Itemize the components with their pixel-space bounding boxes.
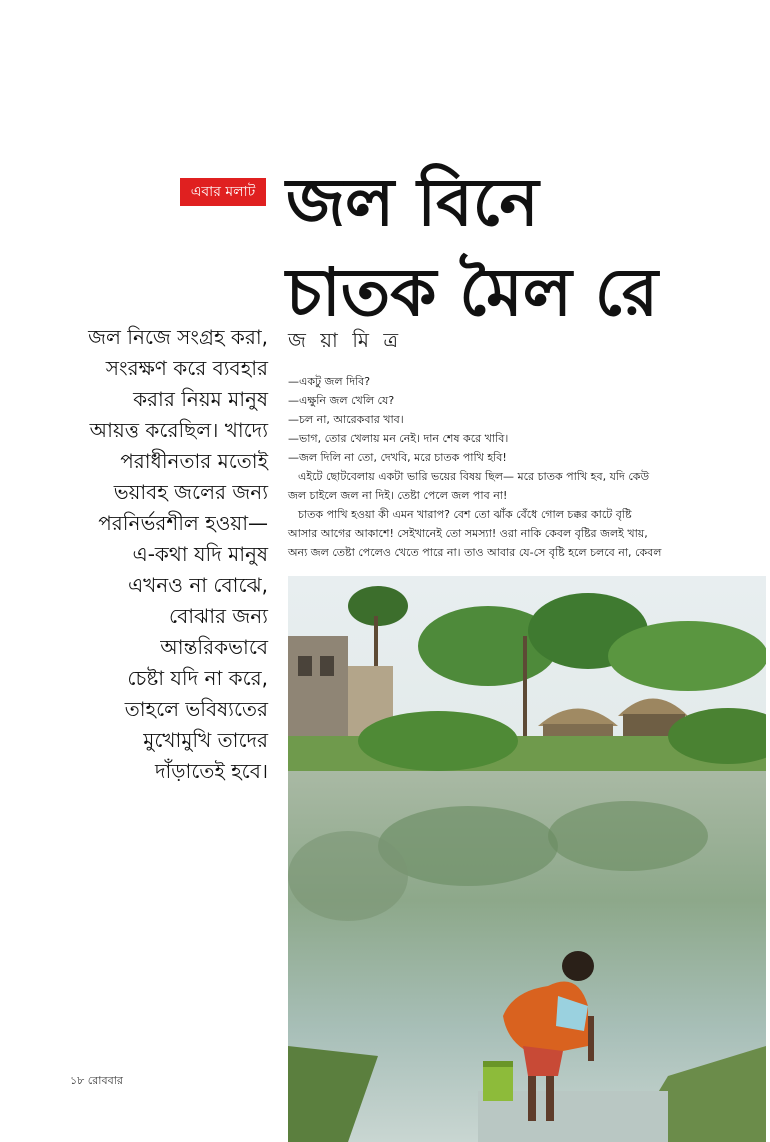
pull-quote-line: আন্তরিকভাবে bbox=[160, 635, 268, 659]
body-line: আসার আগের আকাশে! সেইখানেই তো সমস্যা! ওরা নাকি কেবল বৃষ্টির জলই খায়, bbox=[288, 527, 648, 540]
headline bbox=[286, 158, 746, 338]
pull-quote-line: ভয়াবহ জলের জন্য bbox=[113, 480, 268, 504]
section-tag: এবার মলাট bbox=[180, 178, 266, 206]
pull-quote-line: তাহলে ভবিষ্যতের bbox=[124, 697, 268, 721]
body-line: —জল দিলি না তো, দেখবি, মরে চাতক পাখি হবি! bbox=[288, 451, 507, 464]
pull-quote-line: দাঁড়াতেই হবে। bbox=[154, 759, 268, 783]
page-folio: ১৮ রোববার bbox=[70, 1074, 123, 1087]
pull-quote-line: সংরক্ষণ করে ব্যবহার bbox=[105, 356, 268, 380]
author-byline: জ য়া মি ত্র bbox=[288, 328, 403, 352]
body-line: অন্য জল তেষ্টা পেলেও খেতে পারে না। তাও আবার যে-সে বৃষ্টি হলে চলবে না, কেবল bbox=[288, 546, 662, 559]
body-line: এইটে ছোটবেলায় একটা ভারি ভয়ের বিষয় ছিল— মরে চাতক পাখি হব, যদি কেউ bbox=[298, 470, 650, 483]
pull-quote-line: জল নিজে সংগ্রহ করা, bbox=[88, 325, 268, 349]
body-line: জল চাইলে জল না দিই। তেষ্টা পেলে জল পাব না! bbox=[288, 489, 508, 502]
headline-line-2: চাতক মৈল রে bbox=[286, 254, 659, 331]
pull-quote bbox=[60, 322, 268, 787]
pull-quote-line: করার নিয়ম মানুষ bbox=[133, 387, 268, 411]
pull-quote-line: চেষ্টা যদি না করে, bbox=[127, 666, 268, 690]
article-body bbox=[288, 372, 728, 562]
pond-photo bbox=[288, 576, 766, 1142]
body-line: —এক্ষুনি জল খেলি যে? bbox=[288, 394, 395, 407]
pull-quote-line: এ-কথা যদি মানুষ bbox=[132, 542, 268, 566]
headline-line-1: জল বিনে bbox=[286, 164, 539, 241]
body-line: —একটু জল দিবি? bbox=[288, 375, 371, 388]
body-line: —ভাগ, তোর খেলায় মন নেই। দান শেষ করে খাবি। bbox=[288, 432, 509, 445]
pull-quote-line: এখনও না বোঝে, bbox=[127, 573, 268, 597]
pull-quote-line: আয়ত্ত করেছিল। খাদ্যে bbox=[89, 418, 268, 442]
pull-quote-line: পরাধীনতার মতোই bbox=[120, 449, 268, 473]
body-line: —চল না, আরেকবার খাব। bbox=[288, 413, 404, 426]
pull-quote-line: মুখোমুখি তাদের bbox=[143, 728, 268, 752]
pond-photo-illustration bbox=[288, 576, 766, 1142]
pull-quote-line: পরনির্ভরশীল হওয়া— bbox=[98, 511, 268, 535]
body-line: চাতক পাখি হওয়া কী এমন খারাপ? বেশ তো ঝাঁক বেঁধে গোল চক্কর কাটে বৃষ্টি bbox=[298, 508, 632, 521]
pull-quote-line: বোঝার জন্য bbox=[169, 604, 268, 628]
